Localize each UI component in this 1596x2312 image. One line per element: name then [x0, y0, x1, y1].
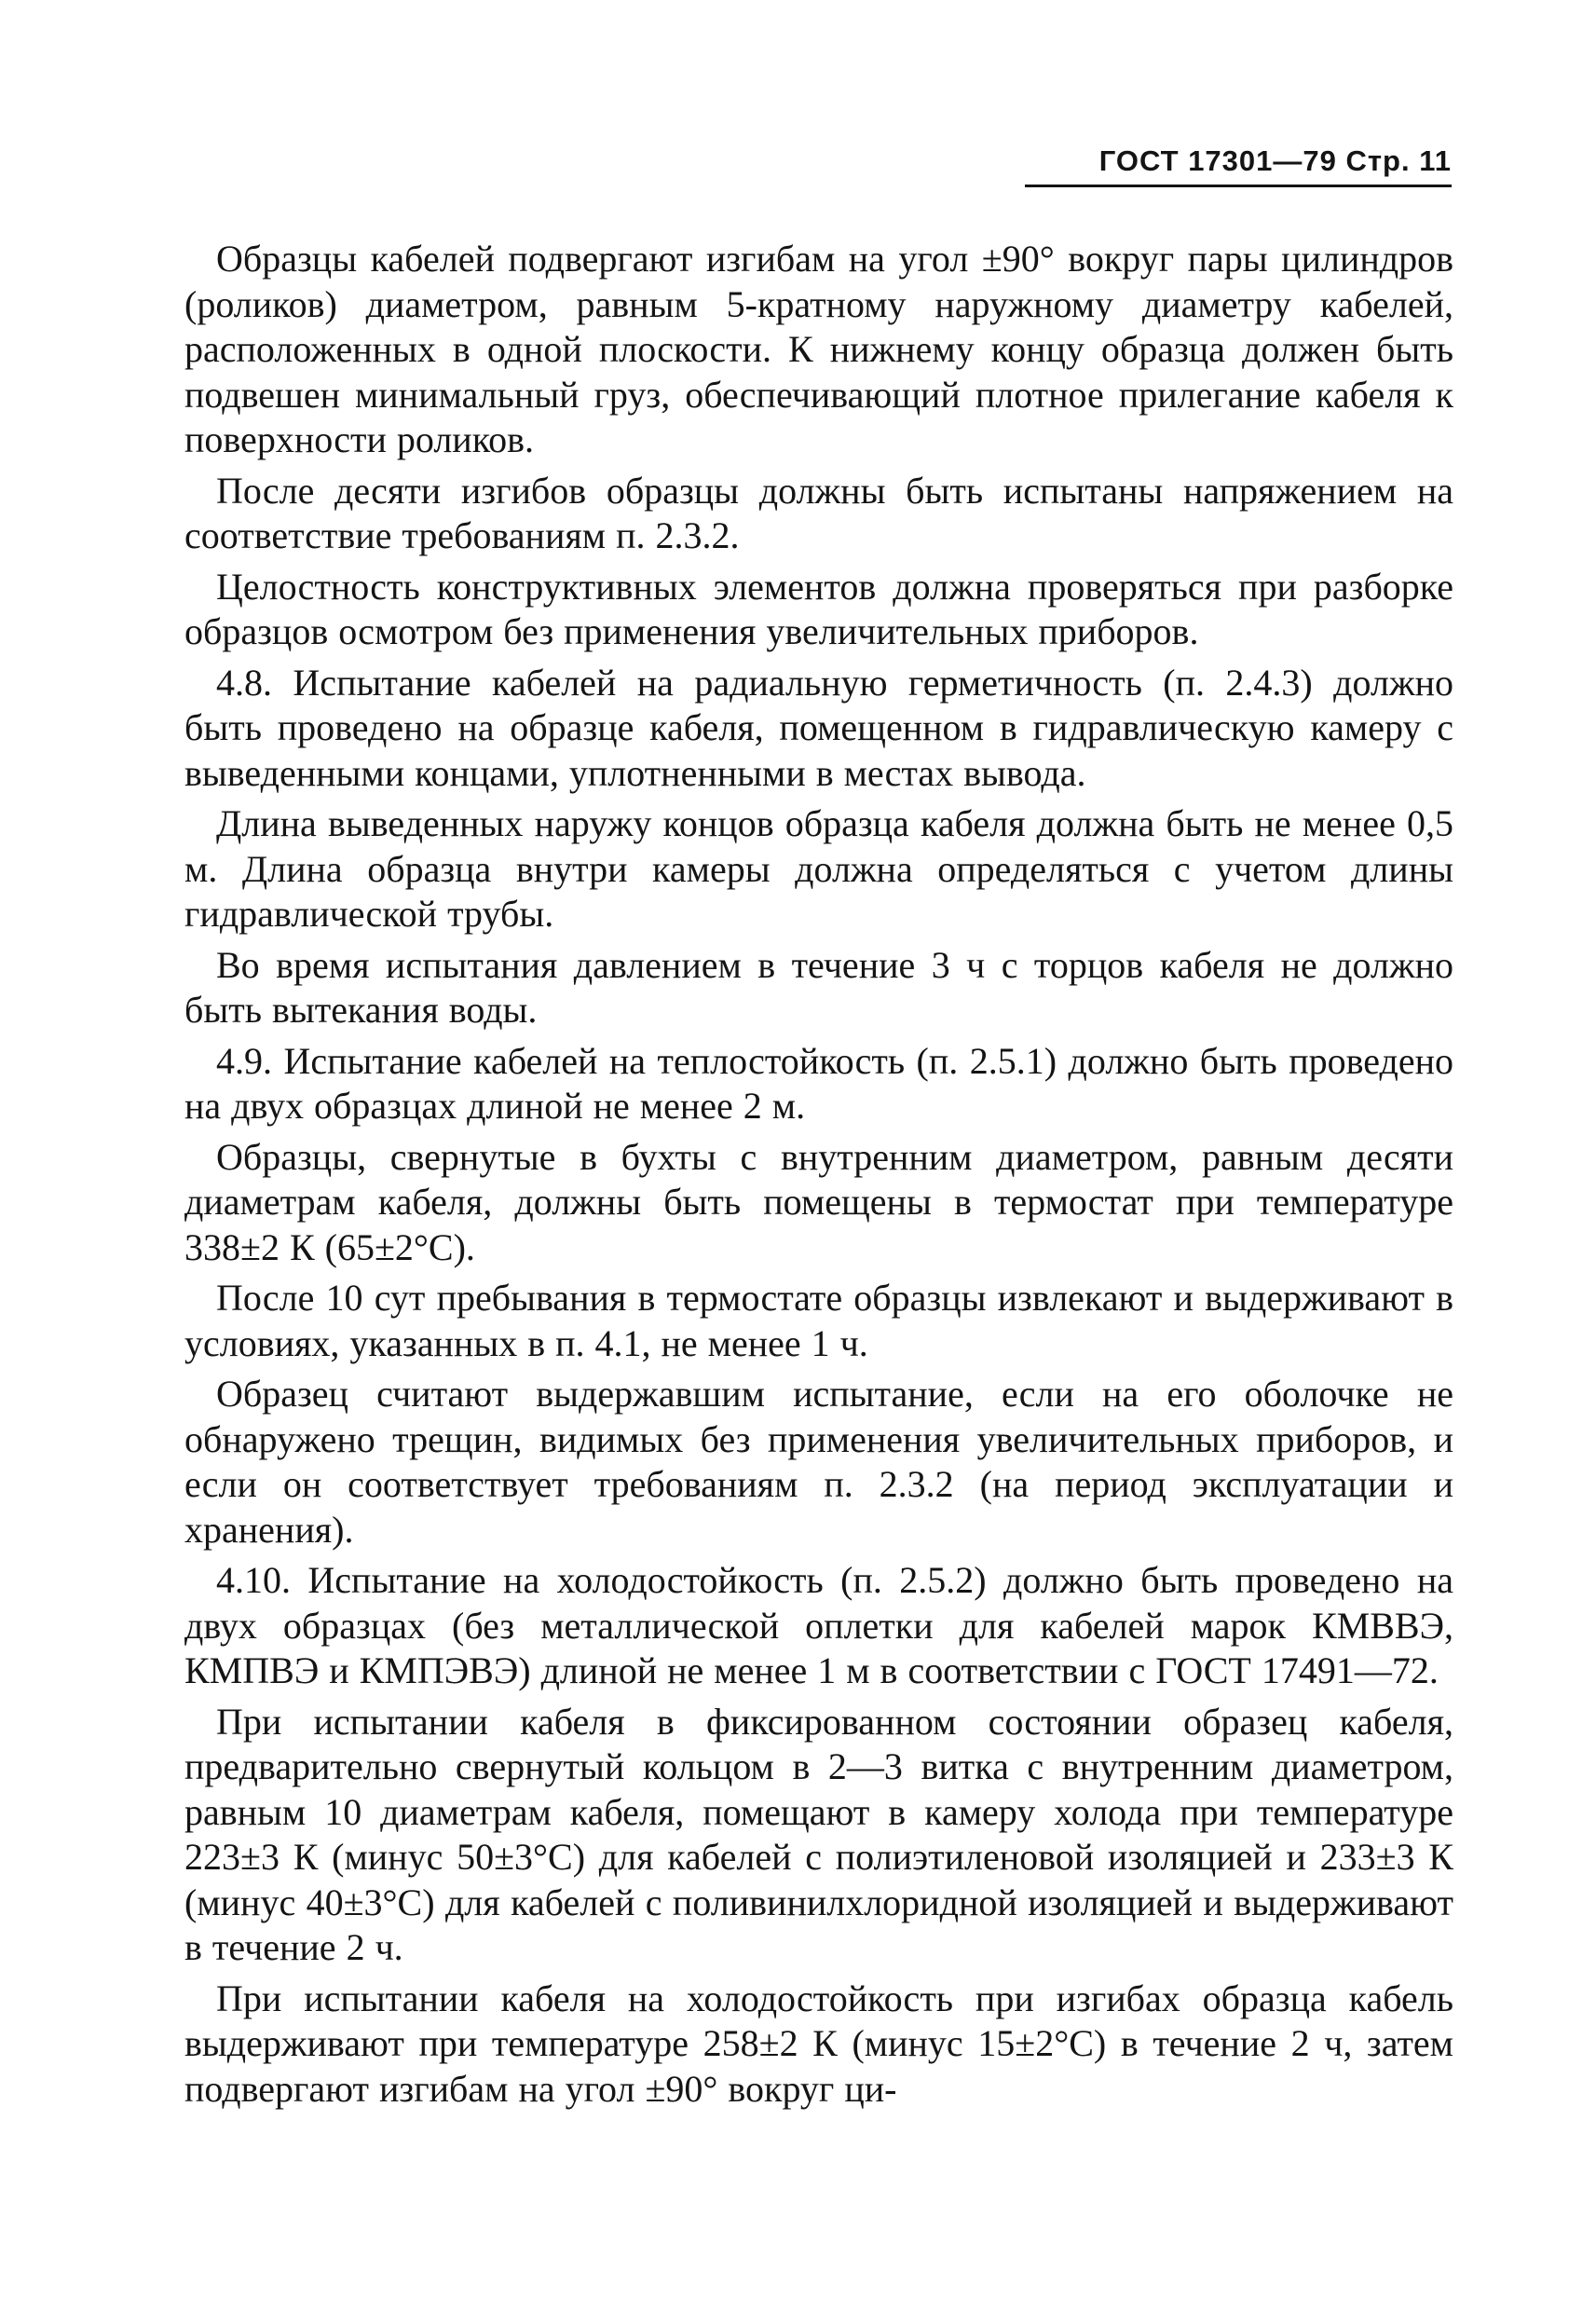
paragraph-pass-criteria: Образец считают выдержавшим испытание, если на его оболочке не обнаружено трещин, видимых без применения увеличительных приборов, и если он соответствует требованиям п. 2.3.2 (на период эксплуатации и хранения). — [184, 1373, 1453, 1551]
document-body — [184, 237, 1453, 2117]
paragraph-bending-method: Образцы кабелей подвергают изгибам на угол ±90° вокруг пары цилиндров (роликов) диаметром, равным 5-кратному наружному диаметру кабелей, расположенных в одной плоскости. К нижнему концу образца должен быть подвешен минимальный груз, обеспечивающий плотное прилегание кабеля к поверхности роликов. — [184, 238, 1453, 460]
paragraph-4-9-heat-resistance: 4.9. Испытание кабелей на теплостойкость (п. 2.5.1) должно быть проведено на двух образцах длиной не менее 2 м. — [184, 1039, 1453, 1127]
paragraph-4-8-tightness: 4.8. Испытание кабелей на радиальную герметичность (п. 2.4.3) должно быть проведено на образце кабеля, помещенном в гидравлическую камеру с выведенными концами, уплотненными в местах вывода. — [184, 661, 1453, 794]
paragraph-conditioning: После 10 сут пребывания в термостате образцы извлекают и выдерживают в условиях, указанных в п. 4.1, не менее 1 ч. — [184, 1277, 1453, 1364]
paragraph-pressure-test: Во время испытания давлением в течение 3 ч с торцов кабеля не должно быть вытекания воды. — [184, 943, 1453, 1031]
paragraph-end-length: Длина выведенных наружу концов образца кабеля должна быть не менее 0,5 м. Длина образца внутри камеры должна определяться с учетом длины гидравлической трубы. — [184, 802, 1453, 935]
paragraph-fixed-state-test: При испытании кабеля в фиксированном состоянии образец кабеля, предварительно свернутый кольцом в 2—3 витка с внутренним диаметром, равным 10 диаметрам кабеля, помещают в камеру холода при температуре 223±3 К (минус 50±3°С) для кабелей с полиэтиленовой изоляцией и 233±3 К (минус 40±3°С) для кабелей с поливинилхлоридной изоляцией и выдерживают в течение 2 ч. — [184, 1700, 1453, 1968]
paragraph-4-10-cold-resistance: 4.10. Испытание на холодостойкость (п. 2.5.2) должно быть проведено на двух образцах (без металлической оплетки для кабелей марок КМВВЭ, КМПВЭ и КМПЭВЭ) длиной не менее 1 м в соответствии с ГОСТ 17491—72. — [184, 1559, 1453, 1691]
paragraph-bending-cold-test: При испытании кабеля на холодостойкость при изгибах образца кабель выдерживают при температуре 258±2 К (минус 15±2°С) в течение 2 ч, затем подвергают изгибам на угол ±90° вокруг ци- — [184, 1977, 1453, 2110]
paragraph-voltage-test: После десяти изгибов образцы должны быть испытаны напряжением на соответствие требованиям п. 2.3.2. — [184, 469, 1453, 556]
page-header: ГОСТ 17301—79 Стр. 11 — [1025, 142, 1452, 187]
paragraph-integrity-check: Целостность конструктивных элементов должна проверяться при разборке образцов осмотром без применения увеличительных приборов. — [184, 565, 1453, 652]
paragraph-thermostat: Образцы, свернутые в бухты с внутренним диаметром, равным десяти диаметрам кабеля, должны быть помещены в термостат при температуре 338±2 К (65±2°С). — [184, 1135, 1453, 1268]
